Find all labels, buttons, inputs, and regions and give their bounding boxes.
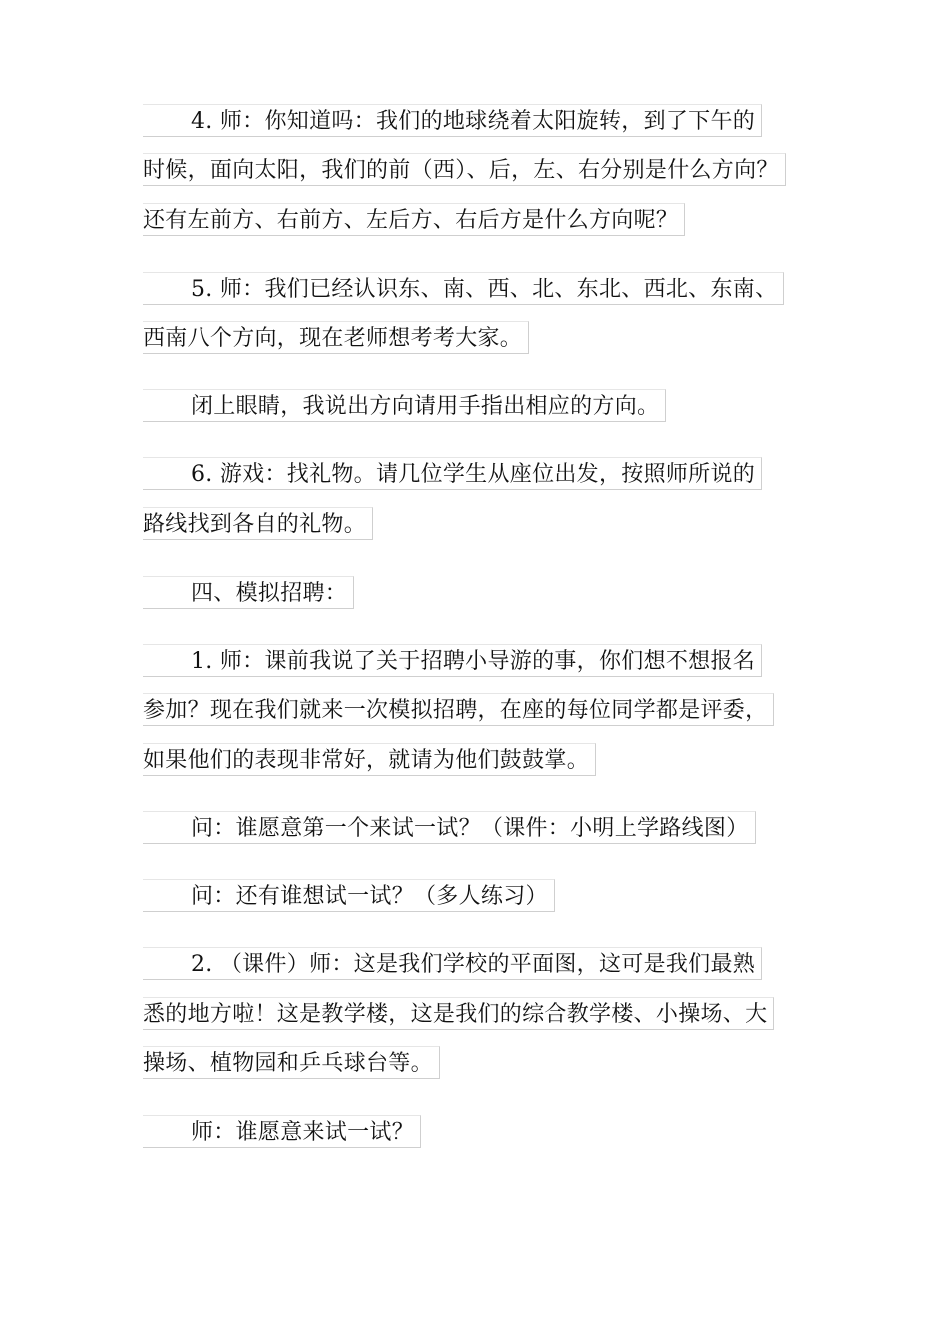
paragraph-1-line-2: 时候，面向太阳，我们的前（西）、后，左、右分别是什么方向？ <box>143 153 786 186</box>
paragraph-2-line-1: 5. 师：我们已经认识东、南、西、北、东北、西北、东南、 <box>143 272 784 305</box>
paragraph-2-line-2: 西南八个方向，现在老师想考考大家。 <box>143 321 529 354</box>
paragraph-4-line-2: 路线找到各自的礼物。 <box>143 507 373 540</box>
paragraph-9-line-2: 悉的地方啦！这是教学楼，这是我们的综合教学楼、小操场、大 <box>143 997 774 1030</box>
paragraph-9-line-1: 2. （课件）师：这是我们学校的平面图，这可是我们最熟 <box>143 947 762 980</box>
paragraph-6-line-2: 参加？现在我们就来一次模拟招聘，在座的每位同学都是评委， <box>143 693 774 726</box>
paragraph-1-line-3: 还有左前方、右前方、左后方、右后方是什么方向呢？ <box>143 203 685 236</box>
paragraph-6-line-3: 如果他们的表现非常好，就请为他们鼓鼓掌。 <box>143 743 596 776</box>
paragraph-1-line-1: 4. 师：你知道吗：我们的地球绕着太阳旋转，到了下午的 <box>143 104 762 137</box>
paragraph-8-line-1: 问：还有谁想试一试？（多人练习） <box>143 879 555 912</box>
paragraph-9-line-3: 操场、植物园和乒乓球台等。 <box>143 1046 440 1079</box>
paragraph-4-line-1: 6. 游戏：找礼物。请几位学生从座位出发，按照师所说的 <box>143 457 762 490</box>
paragraph-6-line-1: 1. 师：课前我说了关于招聘小导游的事，你们想不想报名 <box>143 644 762 677</box>
section-heading: 四、模拟招聘： <box>143 576 354 609</box>
paragraph-10-line-1: 师：谁愿意来试一试？ <box>143 1115 421 1148</box>
paragraph-7-line-1: 问：谁愿意第一个来试一试？（课件：小明上学路线图） <box>143 811 756 844</box>
paragraph-3-line-1: 闭上眼睛，我说出方向请用手指出相应的方向。 <box>143 389 666 422</box>
